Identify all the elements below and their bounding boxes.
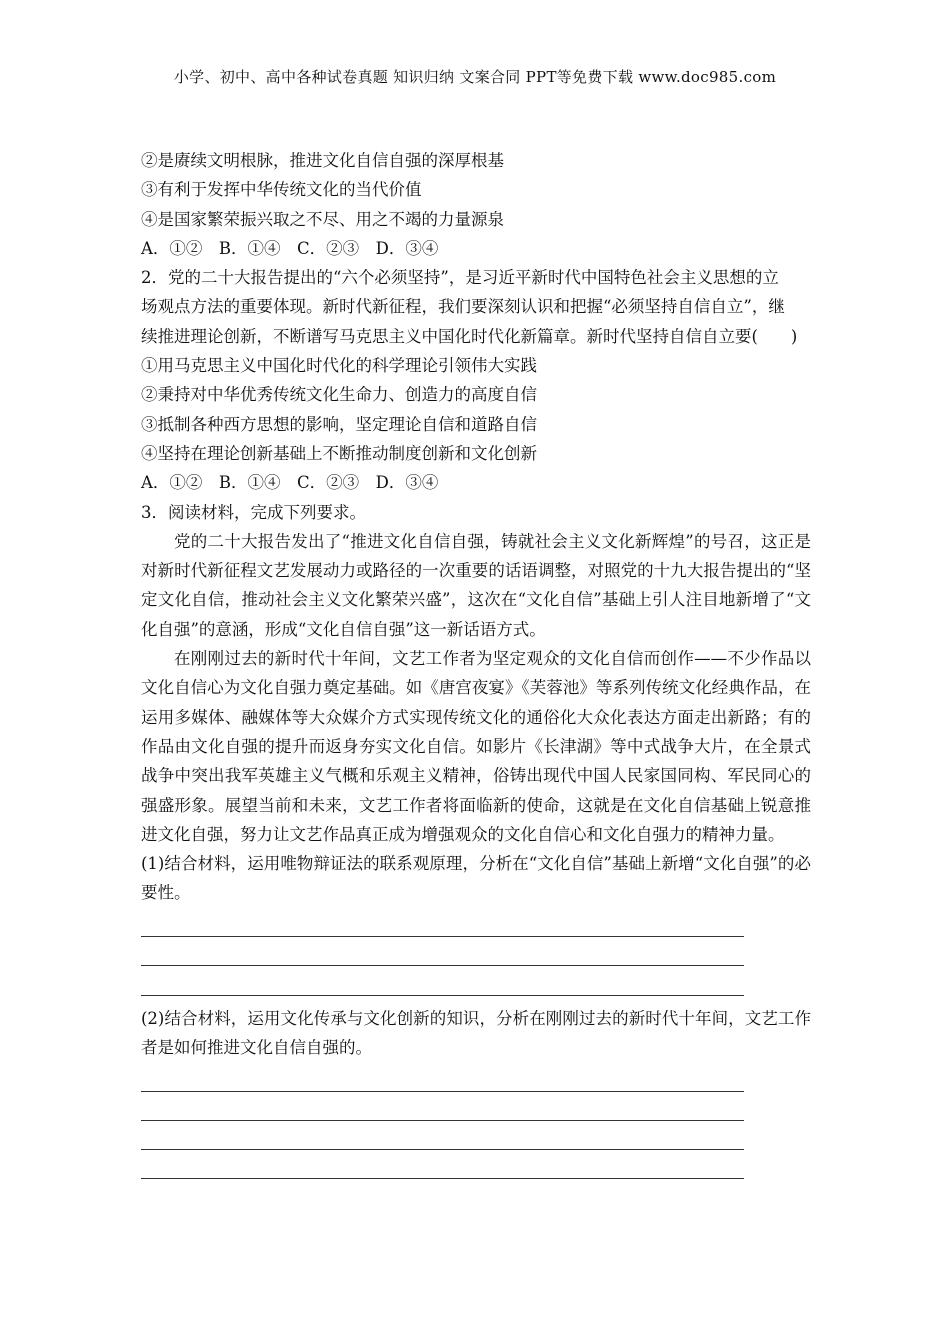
q2-options: A．①② B．①④ C．②③ D．③④ (141, 473, 439, 493)
q3-subquestion-1: (1)结合材料，运用唯物辩证法的联系观原理，分析在“文化自信”基础上新增“文化自强”的必要性。 (141, 854, 811, 903)
q1-item-2: ②是赓续文明根脉，推进文化自信自强的深厚根基 (141, 151, 504, 170)
answer-area-2[interactable] (141, 1062, 811, 1179)
answer-line (141, 1149, 744, 1150)
page-header: 小学、初中、高中各种试卷真题 知识归纳 文案合同 PPT等免费下载 www.doc985.com (173, 68, 777, 86)
document-body (141, 146, 811, 1179)
answer-line (141, 995, 744, 996)
q1-options: A．①② B．①④ C．②③ D．③④ (141, 238, 439, 258)
q3-material-paragraph-1: 党的二十大报告发出了“推进文化自信自强，铸就社会主义文化新辉煌”的号召，这正是对新时代新征程文艺发展动力或路径的一次重要的话语调整，对照党的十九大报告提出的“坚定文化自信，推动社会主义文化繁荣兴盛”，这次在“文化自信”基础上引人注目地新增了“文化自强”的意涵，形成“文化自信自强”这一新话语方式。 (141, 531, 811, 639)
answer-area-1[interactable] (141, 908, 811, 996)
q3-intro: 3．阅读材料，完成下列要求。 (141, 502, 366, 522)
answer-line (141, 965, 744, 966)
q2-stem-line-2: 场观点方法的重要体现。新时代新征程，我们要深刻认识和把握“必须坚持自信自立”，继 (141, 297, 785, 317)
answer-line (141, 1091, 744, 1092)
q2-item-4: ④坚持在理论创新基础上不断推动制度创新和文化创新 (141, 443, 537, 463)
q2-item-2: ②秉持对中华优秀传统文化生命力、创造力的高度自信 (141, 385, 537, 405)
answer-line (141, 1178, 744, 1179)
answer-line (141, 936, 744, 937)
q1-item-4: ④是国家繁荣振兴取之不尽、用之不竭的力量源泉 (141, 209, 504, 229)
q2-item-3: ③抵制各种西方思想的影响，坚定理论自信和道路自信 (141, 414, 537, 434)
q2-item-1: ①用马克思主义中国化时代化的科学理论引领伟大实践 (141, 356, 537, 376)
q3-material-paragraph-2: 在刚刚过去的新时代十年间，文艺工作者为坚定观众的文化自信而创作——不少作品以文化自信心为文化自强力奠定基础。如《唐宫夜宴》《芙蓉池》等系列传统文化经典作品，在运用多媒体、融媒体等大众媒介方式实现传统文化的通俗化大众化表达方面走出新路；有的作品由文化自强的提升而返身夯实文化自信。如影片《长津湖》等中式战争大片，在全景式战争中突出我军英雄主义气概和乐观主义精神，俗铸出现代中国人民家国同构、军民同心的强盛形象。展望当前和未来，文艺工作者将面临新的使命，这就是在文化自信基础上锐意推进文化自强，努力让文艺作品真正成为增强观众的文化自信心和文化自强力的精神力量。 (141, 649, 811, 844)
q2-stem-line-1: 2．党的二十大报告提出的“六个必须坚持”，是习近平新时代中国特色社会主义思想的立 (141, 268, 779, 288)
q2-stem-line-3: 续推进理论创新，不断谱写马克思主义中国化时代化新篇章。新时代坚持自信自立要( ) (141, 326, 798, 346)
q3-subquestion-2: (2)结合材料，运用文化传承与文化创新的知识，分析在刚刚过去的新时代十年间，文艺工作者是如何推进文化自信自强的。 (141, 1008, 811, 1057)
q1-item-3: ③有利于发挥中华传统文化的当代价值 (141, 180, 422, 200)
answer-line (141, 1120, 744, 1121)
